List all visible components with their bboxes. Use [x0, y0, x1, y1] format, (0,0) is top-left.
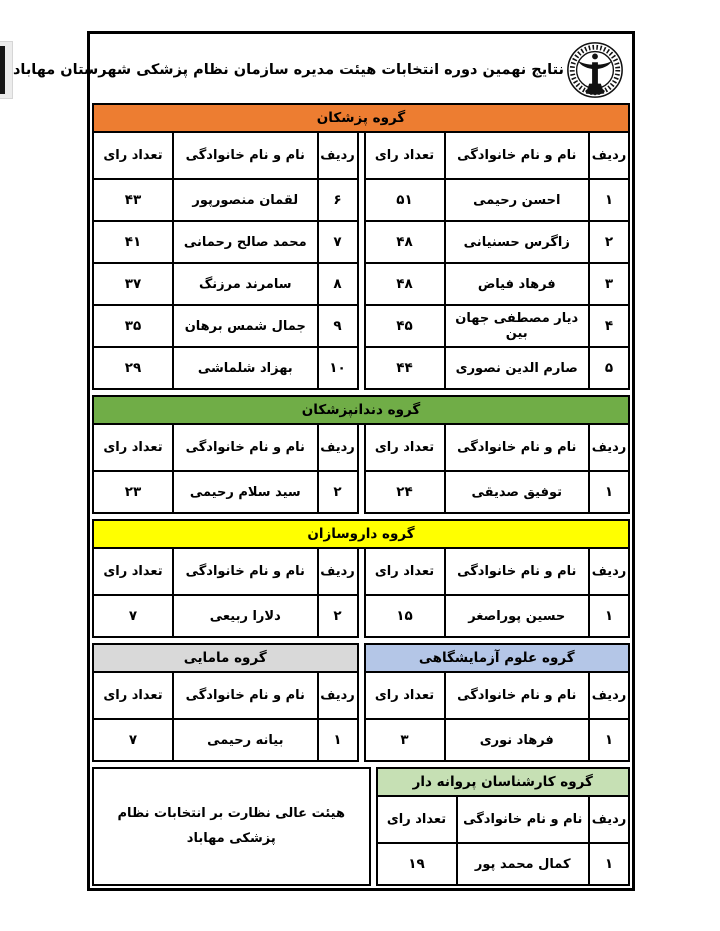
- radif-cell: ۷: [319, 222, 357, 262]
- name-cell: احسن رحیمی: [446, 180, 589, 220]
- midwifery-table-wrap: [92, 671, 359, 762]
- name-cell: لقمان منصورپور: [174, 180, 317, 220]
- name-cell: صارم الدین نصوری: [446, 348, 589, 388]
- midwifery-table: [92, 671, 359, 762]
- votes-cell: ۷: [94, 720, 172, 760]
- votes-cell: ۴۳: [94, 180, 172, 220]
- licensed-experts-table-wrap: [376, 795, 631, 886]
- name-cell: محمد صالح رحمانی: [174, 222, 317, 262]
- name-cell: دیار مصطفی جهان بین: [446, 306, 589, 346]
- physicians-table-left: [92, 131, 359, 390]
- votes-cell: ۲۳: [94, 472, 172, 512]
- votes-cell: ۴۵: [366, 306, 444, 346]
- name-cell: زاگرس حسنیانی: [446, 222, 589, 262]
- votes-cell: ۱۹: [378, 844, 456, 884]
- election-results-document: [12, 31, 635, 891]
- votes-cell: ۲۹: [94, 348, 172, 388]
- votes-cell: ۳: [366, 720, 444, 760]
- votes-cell: ۳۵: [94, 306, 172, 346]
- licensed-experts-band: گروه کارشناسان پروانه دار: [376, 767, 631, 797]
- votes-cell: ۴۸: [366, 222, 444, 262]
- col-header-radif: ردیف: [319, 549, 357, 594]
- votes-cell: ۵۱: [366, 180, 444, 220]
- name-cell: سید سلام رحیمی: [174, 472, 317, 512]
- col-header-votes: تعداد رای: [378, 797, 456, 842]
- pharmacists-tables: [92, 547, 630, 638]
- col-header-name: نام و نام خانوادگی: [446, 133, 589, 178]
- document-header: [12, 36, 630, 103]
- dentists-band: گروه دندانپزشکان: [92, 395, 630, 425]
- col-header-radif: ردیف: [590, 425, 628, 470]
- section-physicians: [92, 103, 630, 390]
- section-laboratory: [364, 643, 631, 762]
- col-header-votes: تعداد رای: [94, 549, 172, 594]
- col-header-name: نام و نام خانوادگی: [174, 133, 317, 178]
- radif-cell: ۱: [590, 844, 628, 884]
- col-header-name: نام و نام خانوادگی: [446, 549, 589, 594]
- supervision-note-text: هیئت عالی نظارت بر انتخابات نظام پزشکی مهاباد: [117, 805, 345, 846]
- col-header-votes: تعداد رای: [94, 673, 172, 718]
- laboratory-table-wrap: [364, 671, 631, 762]
- radif-cell: ۱۰: [319, 348, 357, 388]
- radif-cell: ۲: [319, 596, 357, 636]
- col-header-name: نام و نام خانوادگی: [446, 673, 589, 718]
- col-header-radif: ردیف: [590, 797, 628, 842]
- votes-cell: ۱۵: [366, 596, 444, 636]
- col-header-radif: ردیف: [319, 425, 357, 470]
- laboratory-band: گروه علوم آزمایشگاهی: [364, 643, 631, 673]
- physicians-table-right: [364, 131, 631, 390]
- radif-cell: ۲: [590, 222, 628, 262]
- dentists-tables: [92, 423, 630, 514]
- pharmacists-table-left: [92, 547, 359, 638]
- radif-cell: ۴: [590, 306, 628, 346]
- radif-cell: ۲: [319, 472, 357, 512]
- col-header-votes: تعداد رای: [94, 425, 172, 470]
- document-title: نتایج نهمین دوره انتخابات هیئت مدیره سازمان نظام پزشکی شهرستان مهاباد: [12, 61, 564, 78]
- name-cell: فرهاد فیاض: [446, 264, 589, 304]
- pharmacists-band: گروه داروسازان: [92, 519, 630, 549]
- name-cell: حسین پوراصغر: [446, 596, 589, 636]
- col-header-votes: تعداد رای: [366, 673, 444, 718]
- col-header-name: نام و نام خانوادگی: [458, 797, 589, 842]
- laboratory-table: [364, 671, 631, 762]
- radif-cell: ۱: [319, 720, 357, 760]
- col-header-radif: ردیف: [590, 673, 628, 718]
- licensed-experts-table: [376, 795, 631, 886]
- name-cell: بهزاد شلماشی: [174, 348, 317, 388]
- section-dentists: [92, 395, 630, 514]
- name-cell: بیانه رحیمی: [174, 720, 317, 760]
- physicians-band: گروه پزشکان: [92, 103, 630, 133]
- dentists-table-right: [364, 423, 631, 514]
- votes-cell: ۴۴: [366, 348, 444, 388]
- name-cell: دلارا ربیعی: [174, 596, 317, 636]
- name-cell: سامرند مرزنگ: [174, 264, 317, 304]
- col-header-votes: تعداد رای: [94, 133, 172, 178]
- votes-cell: ۳۷: [94, 264, 172, 304]
- votes-cell: ۷: [94, 596, 172, 636]
- col-header-radif: ردیف: [590, 133, 628, 178]
- dentists-table-left: [92, 423, 359, 514]
- votes-cell: ۴۸: [366, 264, 444, 304]
- midwifery-band: گروه مامایی: [92, 643, 359, 673]
- radif-cell: ۳: [590, 264, 628, 304]
- votes-cell: ۴۱: [94, 222, 172, 262]
- col-header-radif: ردیف: [590, 549, 628, 594]
- pharmacists-table-right: [364, 547, 631, 638]
- col-header-name: نام و نام خانوادگی: [174, 549, 317, 594]
- col-header-votes: تعداد رای: [366, 425, 444, 470]
- radif-cell: ۱: [590, 596, 628, 636]
- section-pharmacists: [92, 519, 630, 638]
- radif-cell: ۵: [590, 348, 628, 388]
- col-header-votes: تعداد رای: [366, 549, 444, 594]
- physicians-tables: [92, 131, 630, 390]
- votes-cell: ۲۴: [366, 472, 444, 512]
- radif-cell: ۱: [590, 180, 628, 220]
- col-header-name: نام و نام خانوادگی: [174, 673, 317, 718]
- col-header-name: نام و نام خانوادگی: [446, 425, 589, 470]
- col-header-name: نام و نام خانوادگی: [174, 425, 317, 470]
- name-cell: کمال محمد پور: [458, 844, 589, 884]
- name-cell: توفیق صدیقی: [446, 472, 589, 512]
- name-cell: فرهاد نوری: [446, 720, 589, 760]
- medical-council-emblem-icon: [564, 39, 626, 101]
- radif-cell: ۹: [319, 306, 357, 346]
- radif-cell: ۸: [319, 264, 357, 304]
- name-cell: جمال شمس برهان: [174, 306, 317, 346]
- radif-cell: ۱: [590, 472, 628, 512]
- col-header-radif: ردیف: [319, 673, 357, 718]
- radif-cell: ۶: [319, 180, 357, 220]
- section-licensed-experts: [376, 767, 631, 886]
- medical-society-logo-icon: [0, 41, 13, 99]
- col-header-radif: ردیف: [319, 133, 357, 178]
- section-midwifery: [92, 643, 359, 762]
- col-header-votes: تعداد رای: [366, 133, 444, 178]
- experts-supervision-row: [92, 767, 630, 886]
- laboratory-midwifery-row: [92, 643, 630, 762]
- supervision-note-box: [92, 767, 371, 886]
- radif-cell: ۱: [590, 720, 628, 760]
